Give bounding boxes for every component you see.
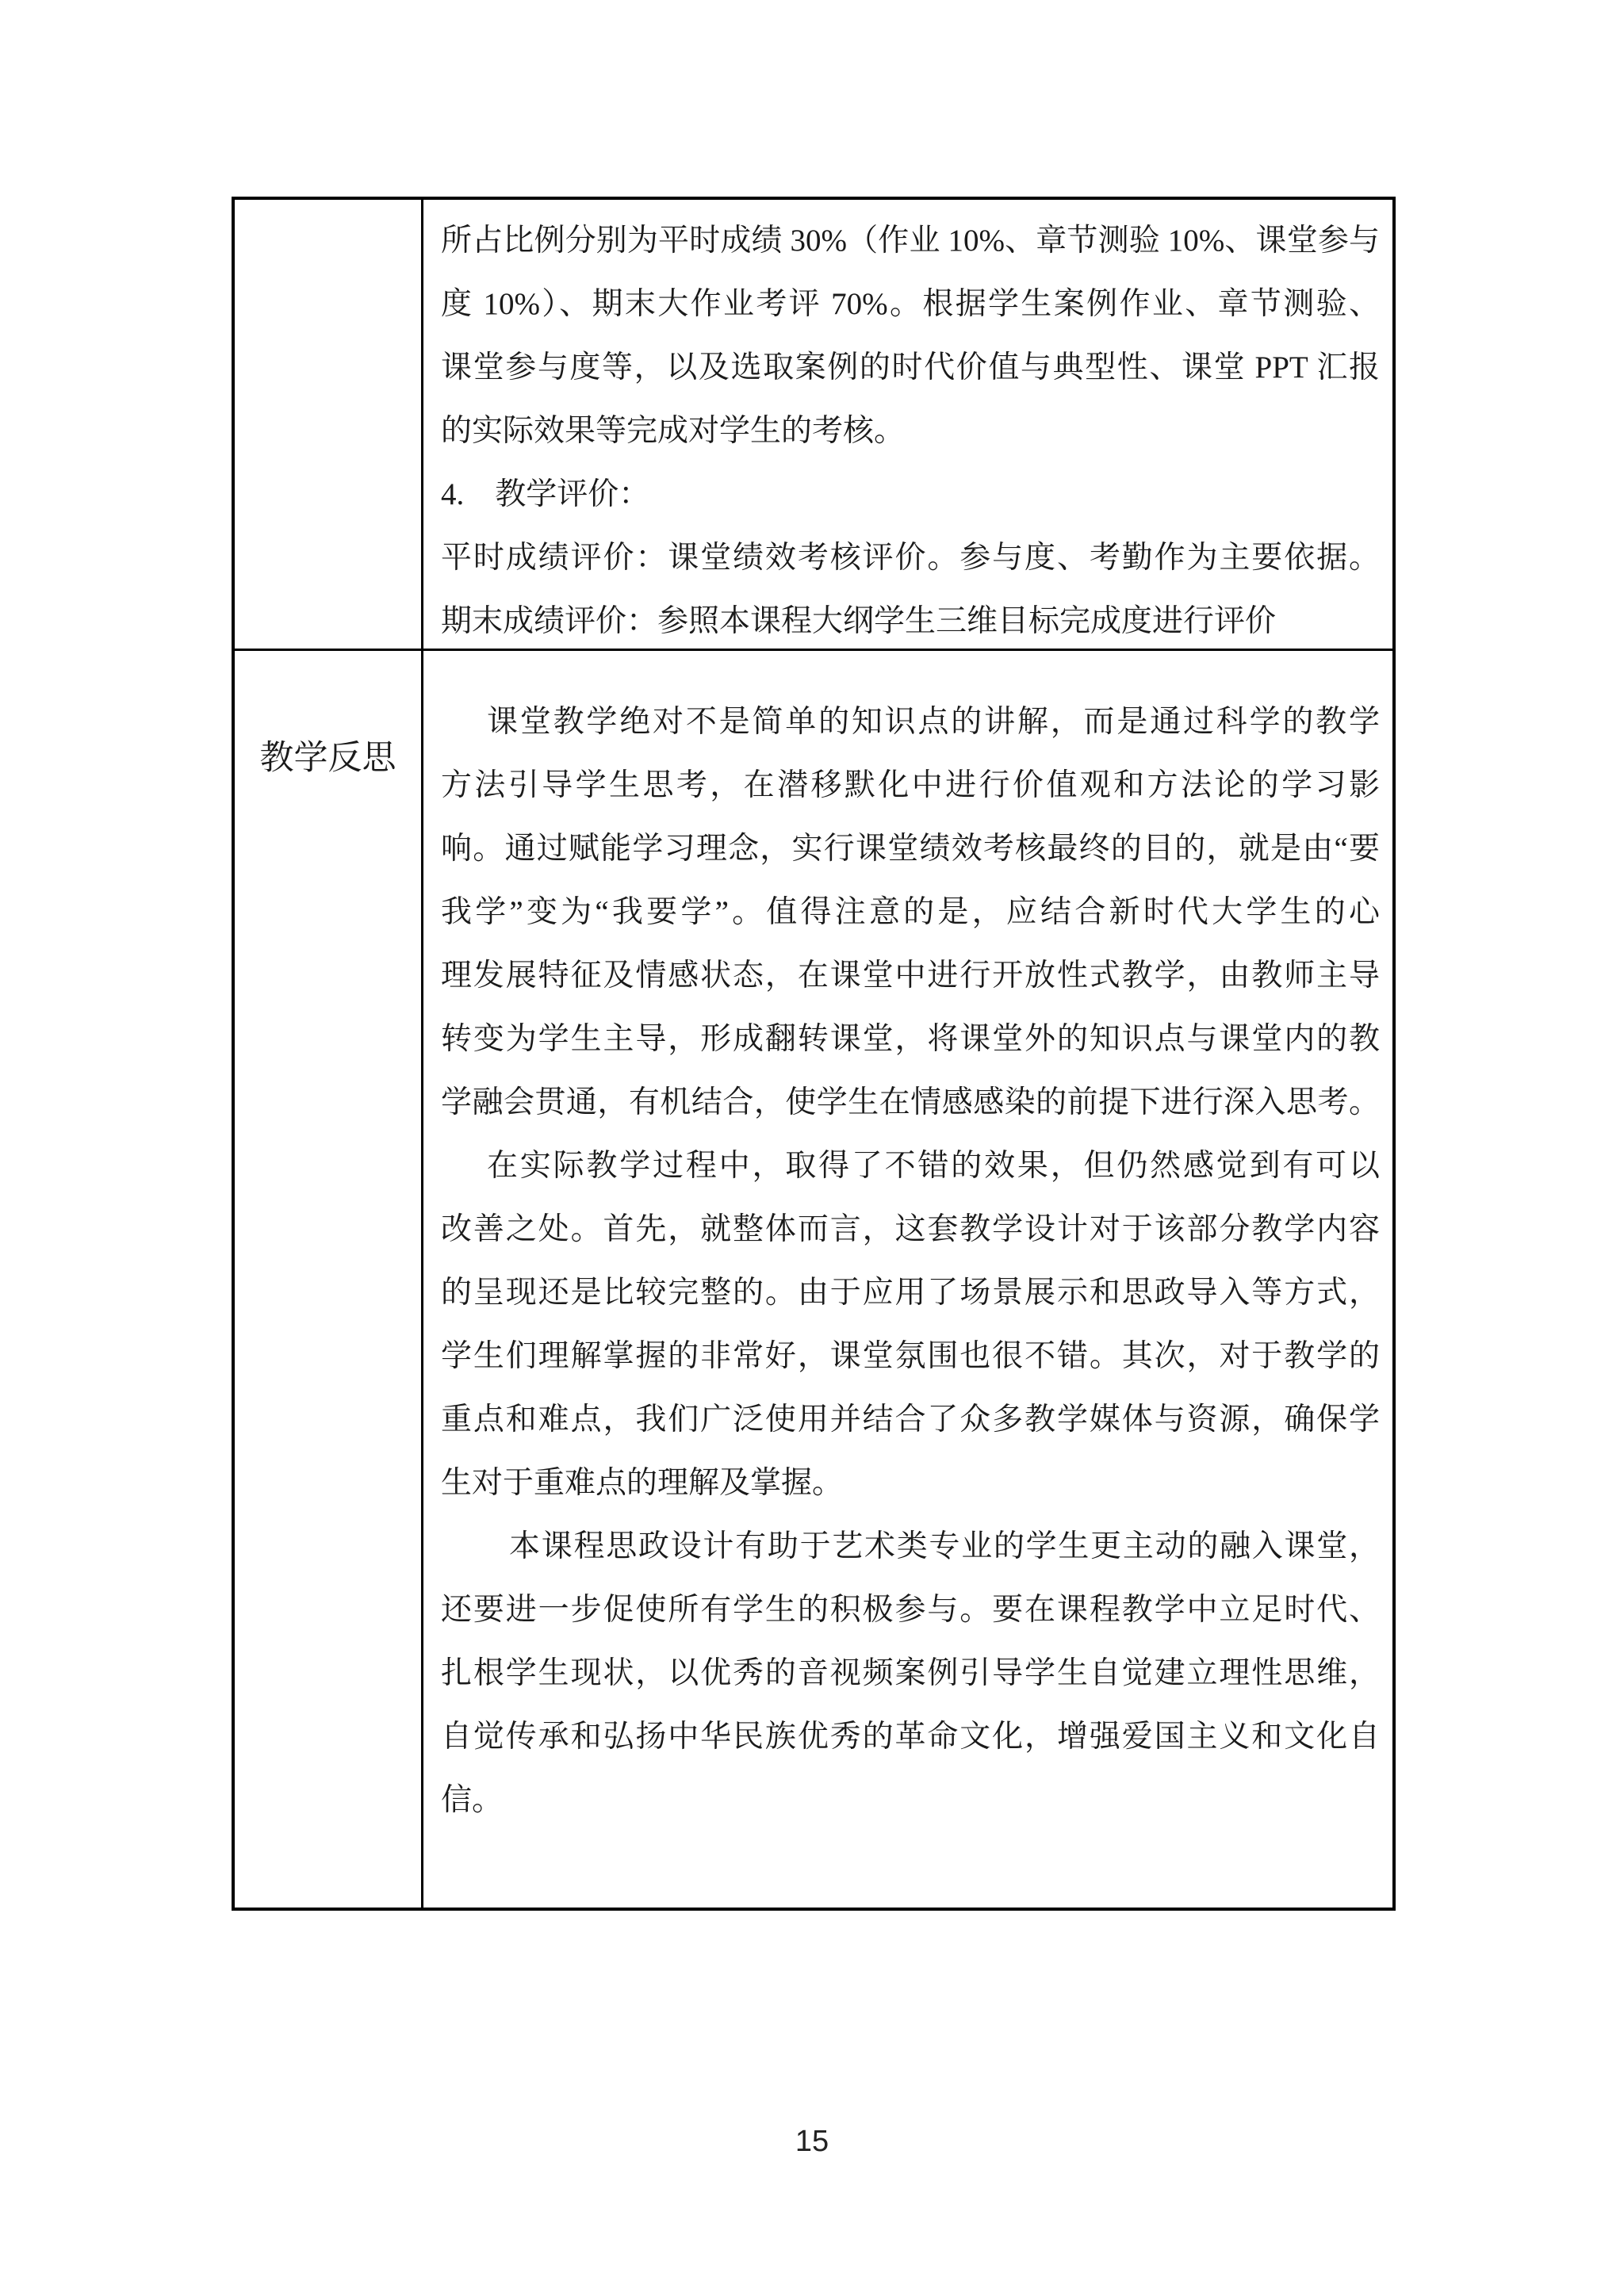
text-line: 的呈现还是比较完整的。由于应用了场景展示和思政导入等方式， xyxy=(441,1276,1380,1310)
text-line: 方法引导学生思考，在潜移默化中进行价值观和方法论的学习影 xyxy=(441,768,1380,802)
text-line: 理发展特征及情感状态，在课堂中进行开放性式教学，由教师主导 xyxy=(441,959,1380,993)
row-label-cell xyxy=(235,651,423,1908)
text-line: 我学”变为“我要学”。值得注意的是，应结合新时代大学生的心 xyxy=(441,895,1380,929)
table-row-reflection xyxy=(235,649,1392,1908)
text-line: 信。 xyxy=(441,1783,504,1817)
page-number: 15 xyxy=(795,2125,829,2158)
text-line: 课堂参与度等，以及选取案例的时代价值与典型性、课堂 PPT 汇报 xyxy=(441,350,1380,385)
text-line: 学融会贯通，有机结合，使学生在情感感染的前提下进行深入思考。 xyxy=(441,1085,1380,1119)
row-content-cell xyxy=(423,200,1392,649)
text-line: 课堂教学绝对不是简单的知识点的讲解，而是通过科学的教学 xyxy=(487,705,1380,739)
table-row-assessment xyxy=(235,200,1392,649)
text-line: 重点和难点，我们广泛使用并结合了众多教学媒体与资源，确保学 xyxy=(441,1402,1380,1437)
text-line: 平时成绩评价：课堂绩效考核评价。参与度、考勤作为主要依据。 xyxy=(441,541,1380,575)
text-line: 自觉传承和弘扬中华民族优秀的革命文化，增强爱国主义和文化自 xyxy=(441,1720,1380,1754)
row-label: 教学反思 xyxy=(259,740,396,777)
text-line: 本课程思政设计有助于艺术类专业的学生更主动的融入课堂， xyxy=(509,1529,1380,1563)
lesson-plan-table xyxy=(232,197,1396,1911)
text-line: 4. 教学评价： xyxy=(441,477,650,511)
text-line: 还要进一步促使所有学生的积极参与。要在课程教学中立足时代、 xyxy=(441,1593,1380,1627)
text-line: 所占比例分别为平时成绩 30%（作业 10%、章节测验 10%、课堂参与 xyxy=(441,224,1380,258)
text-line: 度 10%）、期末大作业考评 70%。根据学生案例作业、章节测验、 xyxy=(441,287,1380,321)
text-line: 转变为学生主导，形成翻转课堂，将课堂外的知识点与课堂内的教 xyxy=(441,1022,1380,1056)
text-line: 响。通过赋能学习理念，实行课堂绩效考核最终的目的，就是由“要 xyxy=(441,832,1380,866)
text-line: 在实际教学过程中，取得了不错的效果，但仍然感觉到有可以 xyxy=(487,1149,1380,1183)
text-line: 学生们理解掌握的非常好，课堂氛围也很不错。其次，对于教学的 xyxy=(441,1339,1380,1373)
text-line: 生对于重难点的理解及掌握。 xyxy=(441,1466,844,1500)
row-content-cell xyxy=(423,651,1392,1908)
text-line: 扎根学生现状，以优秀的音视频案例引导学生自觉建立理性思维， xyxy=(441,1656,1380,1690)
row-label-cell xyxy=(235,200,423,649)
text-line: 的实际效果等完成对学生的考核。 xyxy=(441,414,906,448)
text-line: 改善之处。首先，就整体而言，这套教学设计对于该部分教学内容 xyxy=(441,1212,1380,1246)
text-line: 期末成绩评价：参照本课程大纲学生三维目标完成度进行评价 xyxy=(441,604,1277,638)
